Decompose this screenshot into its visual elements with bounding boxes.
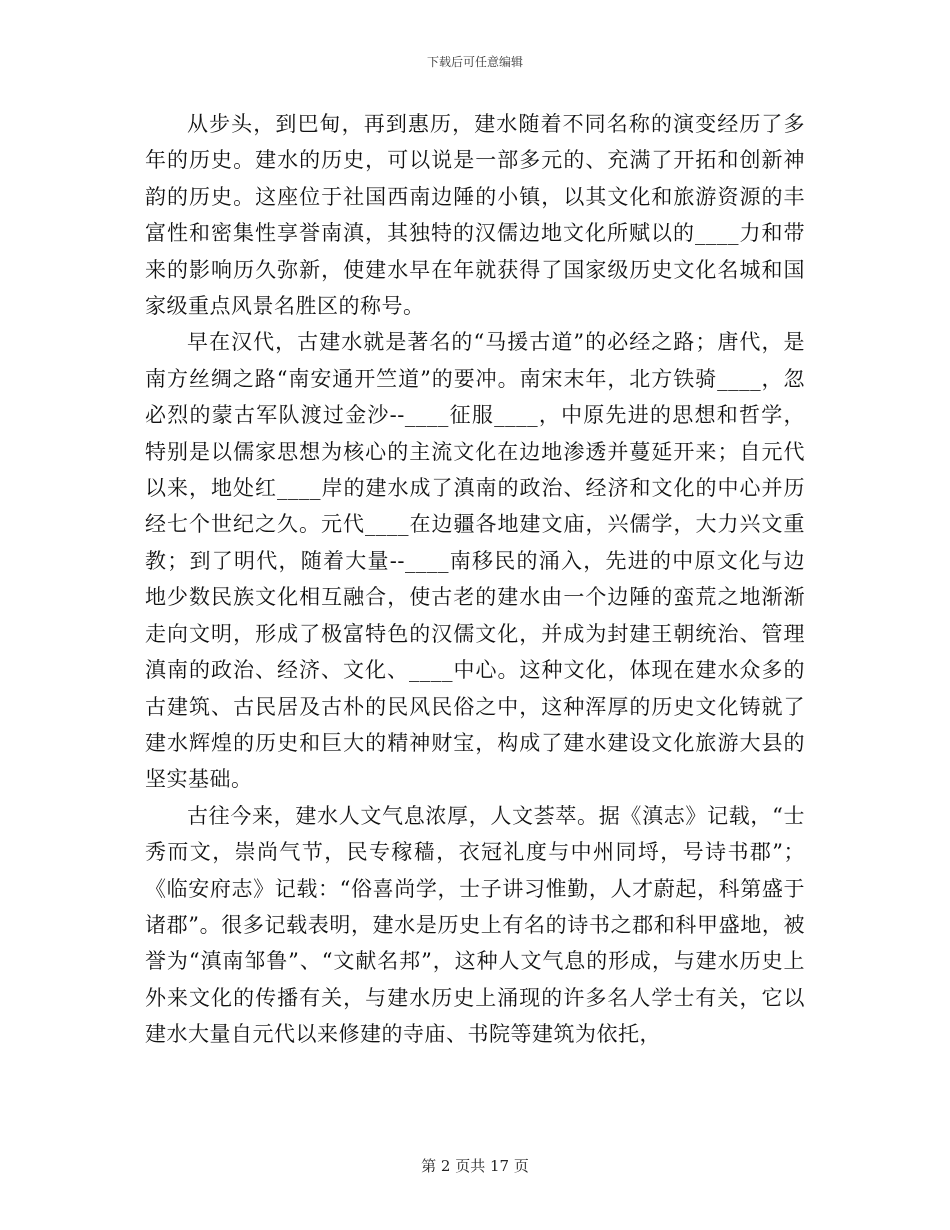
document-body [145,106,805,1053]
paragraph-han-dynasty: 早在汉代，古建水就是著名的“马援古道”的必经之路；唐代，是南方丝绸之路“南安通开竺道”的要冲。南宋末年，北方铁骑____，忽必烈的蒙古军队渡过金沙--____征服____，中原先进的思想和哲学，特别是以儒家思想为核心的主流文化在边地渗透并蔓延开来；自元代以来，地处红____岸的建水成了滇南的政治、经济和文化的中心并历经七个世纪之久。元代____在边疆各地建文庙，兴儒学，大力兴文重教；到了明代，随着大量--____南移民的涌入，先进的中原文化与边地少数民族文化相互融合，使古老的建水由一个边陲的蛮荒之地渐渐走向文明，形成了极富特色的汉儒文化，并成为封建王朝统治、管理滇南的政治、经济、文化、____中心。这种文化，体现在建水众多的古建筑、古民居及古朴的民风民俗之中，这种浑厚的历史文化铸就了建水辉煌的历史和巨大的精神财宝，构成了建水建设文化旅游大县的坚实基础。 [145,330,805,792]
paragraph-history: 从步头，到巴甸，再到惠历，建水随着不同名称的演变经历了多年的历史。建水的历史，可以说是一部多元的、充满了开拓和创新神韵的历史。这座位于社国西南边陲的小镇，以其文化和旅游资源的丰富性和密集性享誉南滇，其独特的汉儒边地文化所赋以的____力和带来的影响历久弥新，使建水早在年就获得了国家级历史文化名城和国家级重点风景名胜区的称号。 [145,112,805,319]
paragraph-culture: 古往今来，建水人文气息浓厚，人文荟萃。据《滇志》记载，“士秀而文，崇尚气节，民专稼穑，衣冠礼度与中州同埒，号诗书郡”；《临安府志》记载：“俗喜尚学，士子讲习惟勤，人才蔚起，科第盛于诸郡”。很多记载表明，建水是历史上有名的诗书之郡和科甲盛地，被誉为“滇南邹鲁”、“文献名邦”，这种人文气息的形成，与建水历史上外来文化的传播有关，与建水历史上涌现的许多名人学士有关，它以建水大量自元代以来修建的寺庙、书院等建筑为依托， [145,803,805,1047]
page-number: 第 2 页共 17 页 [421,1157,529,1175]
page-header-note: 下载后可任意编辑 [426,55,523,69]
